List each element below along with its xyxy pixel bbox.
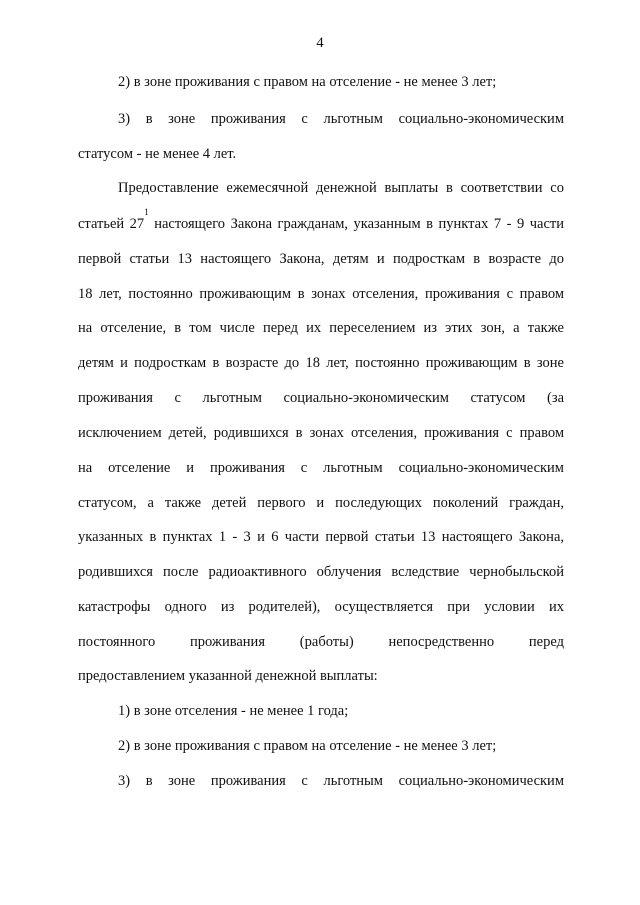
text-line: статусом - не менее 4 лет. — [78, 146, 237, 162]
text-line: постоянного проживания (работы) непосредственно перед — [78, 634, 564, 650]
superscript: 1 — [144, 207, 149, 217]
text-line: на отселение и проживания с льготным социально-экономическим — [78, 460, 564, 476]
text-line: 2) в зоне проживания с правом на отселение - не менее 3 лет; — [118, 74, 497, 90]
text-line: 3) в зоне проживания с льготным социально-экономическим — [118, 773, 564, 789]
text-line: проживания с льготным социально-экономическим статусом (за — [78, 390, 564, 406]
text-line: первой статьи 13 настоящего Закона, детям и подросткам в возрасте до — [78, 251, 564, 267]
text-line — [78, 207, 565, 233]
text-line: на отселение, в том числе перед их переселением из этих зон, а также — [78, 320, 564, 336]
text-line: статусом, а также детей первого и последующих поколений граждан, — [78, 495, 564, 511]
text-line: указанных в пунктах 1 - 3 и 6 части первой статьи 13 настоящего Закона, — [78, 529, 564, 545]
text-line: исключением детей, родившихся в зонах отселения, проживания с правом — [78, 425, 564, 441]
text-line: 2) в зоне проживания с правом на отселение - не менее 3 лет; — [118, 738, 497, 754]
page-number: 4 — [316, 35, 324, 51]
text-fragment: статьей 27 — [78, 216, 145, 232]
text-line: Предоставление ежемесячной денежной выплаты в соответствии со — [118, 180, 564, 196]
text-line: 1) в зоне отселения - не менее 1 года; — [118, 703, 349, 719]
text-line: катастрофы одного из родителей), осуществляется при условии их — [78, 599, 564, 615]
text-line: родившихся после радиоактивного облучения вследствие чернобыльской — [78, 564, 564, 580]
text-fragment: настоящего Закона гражданам, указанным в пунктах 7 - 9 части — [148, 216, 565, 232]
text-line: предоставлением указанной денежной выплаты: — [78, 668, 378, 684]
text-line: 18 лет, постоянно проживающим в зонах отселения, проживания с правом — [78, 286, 564, 302]
text-line: 3) в зоне проживания с льготным социально-экономическим — [118, 111, 564, 127]
text-line: детям и подросткам в возрасте до 18 лет, постоянно проживающим в зоне — [78, 355, 564, 371]
